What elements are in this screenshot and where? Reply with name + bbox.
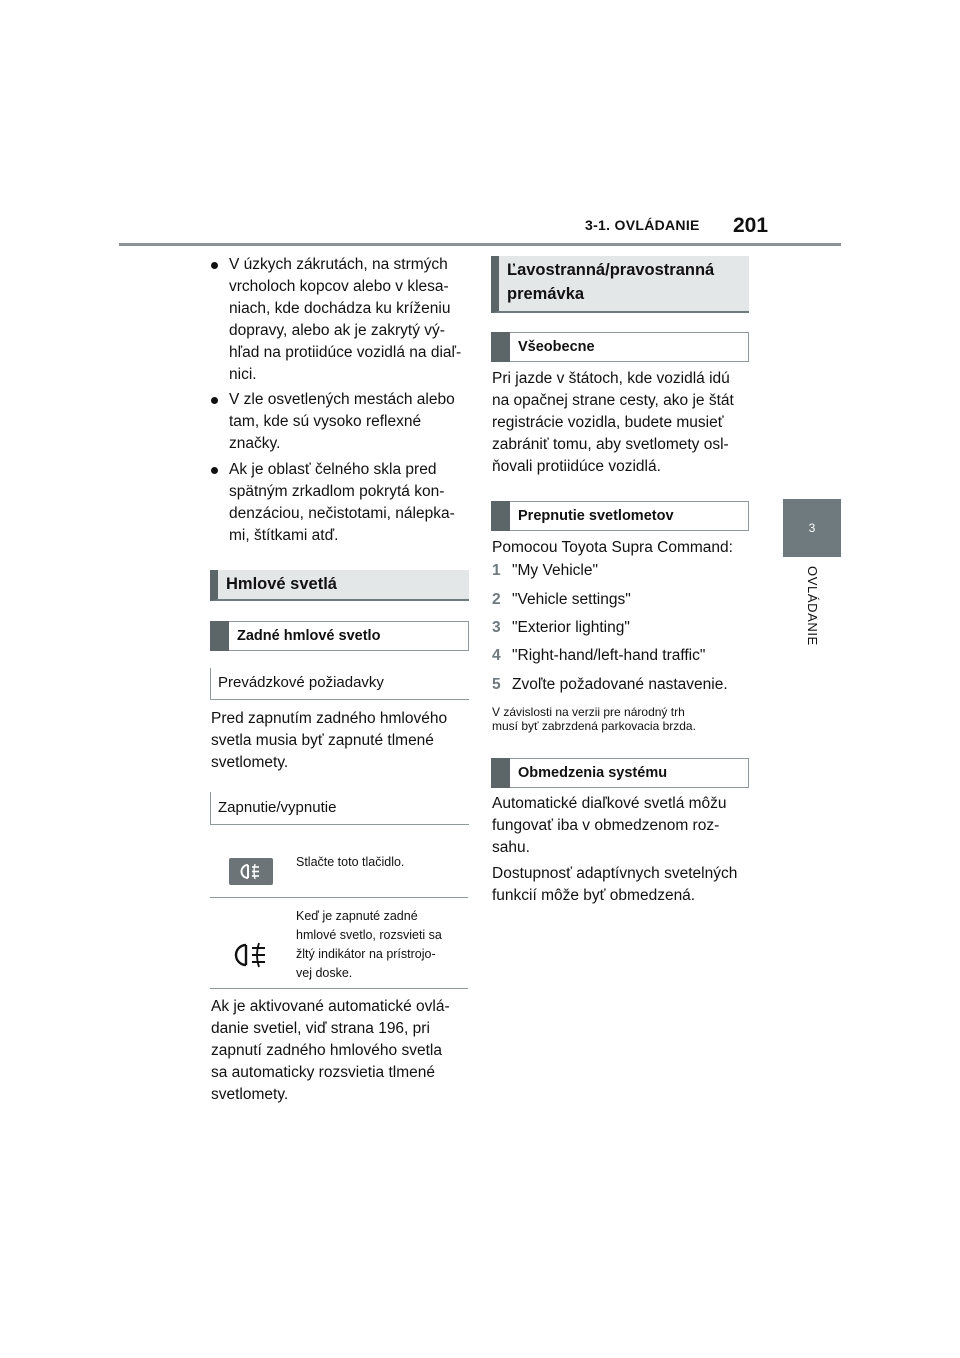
text-line: fungovať iba v obmedzenom roz- [492,817,720,834]
heading-marker [210,621,229,651]
step-text: Zvoľte požadované nastavenie. [512,676,728,693]
bullet-line: tam, kde sú vysoko reflexné [229,413,422,430]
heading-general [491,332,749,362]
bullet-item [211,389,471,455]
auto-lighting-paragraph [211,996,473,1106]
heading-marker [491,758,510,788]
heading-text: Ľavostranná/pravostranná [507,261,715,279]
switch-intro: Pomocou Toyota Supra Command: [492,539,733,556]
text-line: svetlomety. [211,1086,289,1103]
bullet-line: Ak je oblasť čelného skla pred [229,461,437,478]
step-text: "Vehicle settings" [512,591,631,608]
bullet-line: niach, kde dochádza ku kríženiu [229,300,451,317]
heading-text: Hmlové svetlá [226,575,337,593]
text-line: svetla musia byť zapnuté tlmené [211,732,434,749]
bullet-line: vrcholoch kopcov alebo v klesa- [229,278,449,295]
bullet-line: denzáciou, nečistotami, nálepka- [229,505,455,522]
text-line: svetlomety. [211,754,289,771]
chapter-label [802,566,822,666]
limits-paragraph-2 [492,863,754,907]
text-line: zapnutí zadného hmlového svetla [211,1042,442,1059]
text-line: funkcií môže byť obmedzená. [492,887,696,904]
bullet-dot [211,262,218,269]
step-number: 2 [492,591,501,608]
bullet-line: značky. [229,435,281,452]
heading-text: Prevádzkové požiadavky [218,674,384,691]
bullet-line: mi, štítkami atď. [229,527,339,544]
bullet-item [211,254,471,386]
step-item [492,676,728,694]
limits-paragraph-1 [492,793,754,859]
text-line: Keď je zapnuté zadné [296,909,418,923]
table-cell-text [296,907,468,983]
heading-requirements [210,668,469,700]
heading-fog-lights [210,570,469,601]
step-item [492,647,705,665]
table-rule [210,988,468,989]
requirements-paragraph [211,708,473,774]
step-item [492,562,598,580]
table-cell-text [296,853,466,872]
heading-switch-headlights [491,501,749,531]
step-number: 1 [492,562,501,579]
chapter-tab [783,499,841,557]
step-number: 5 [492,676,501,693]
text-line: Automatické diaľkové svetlá môžu [492,795,727,812]
heading-text: Zadné hmlové svetlo [237,628,381,644]
text-line: zabrániť tomu, aby svetlomety osl- [492,436,729,453]
text-line: sa automaticky rozsvietia tlmené [211,1064,435,1081]
text-line: Pred zapnutím zadného hmlového [211,710,448,727]
text-line: Ak je aktivované automatické ovlá- [211,998,450,1015]
bullet-line: spätným zrkadlom pokrytá kon- [229,483,445,500]
section-title: 3-1. OVLÁDANIE [585,217,700,233]
step-text: "Exterior lighting" [512,619,630,636]
text-line: sahu. [492,839,530,856]
chapter-number: 3 [808,521,816,535]
bullet-dot [211,397,218,404]
heading-rear-fog-light [210,621,469,651]
text-line: registrácie vozidla, budete musieť [492,414,724,431]
step-number: 3 [492,619,501,636]
text-line: Stlačte toto tlačidlo. [296,855,405,869]
bullet-line: nici. [229,366,257,383]
heading-text: premávka [507,285,585,303]
text-line: na opačnej strane cesty, ako je štát [492,392,734,409]
table-rule [210,897,468,898]
step-text: "Right-hand/left-hand traffic" [512,647,706,664]
bullet-dot [211,467,218,474]
text-line: vej doske. [296,966,353,980]
heading-text: Všeobecne [518,339,595,355]
text-line: ňovali protiidúce vozidlá. [492,458,661,475]
bullet-item [211,459,471,547]
page-number: 201 [733,214,769,237]
general-paragraph [492,368,754,478]
step-item [492,619,630,637]
text-line: musí byť zabrzdená parkovacia brzda. [492,719,696,733]
text-line: danie svetiel, viď strana 196, pri [211,1020,430,1037]
text-line: Pri jazde v štátoch, kde vozidlá idú [492,370,730,387]
bullet-line: V zle osvetlených mestách alebo [229,391,455,408]
heading-system-limits [491,758,749,788]
rear-fog-button-icon [229,858,273,885]
text-line: Dostupnosť adaptívnych svetelných [492,865,738,882]
heading-traffic-side [491,256,749,313]
step-text: "My Vehicle" [512,562,598,579]
text-line: hmlové svetlo, rozsvieti sa [296,928,442,942]
heading-on-off [210,792,469,825]
text-line: žltý indikátor na prístrojo- [296,947,436,961]
note-text [492,705,754,733]
bullet-line: dopravy, alebo ak je zakrytý vý- [229,322,445,339]
step-number: 4 [492,647,501,664]
chapter-label-text: OVLÁDANIE [805,566,820,646]
heading-marker [491,332,510,362]
heading-text: Prepnutie svetlometov [518,508,674,524]
header-rule [119,243,841,246]
bullet-line: V úzkych zákrutách, na strmých [229,256,448,273]
heading-text: Obmedzenia systému [518,765,668,781]
step-item [492,591,631,609]
bullet-line: hľad na protiidúce vozidlá na diaľ- [229,344,462,361]
rear-fog-indicator-icon [233,940,273,970]
text-line: V závislosti na verzii pre národný trh [492,705,685,719]
heading-marker [491,501,510,531]
heading-text: Zapnutie/vypnutie [218,799,337,816]
